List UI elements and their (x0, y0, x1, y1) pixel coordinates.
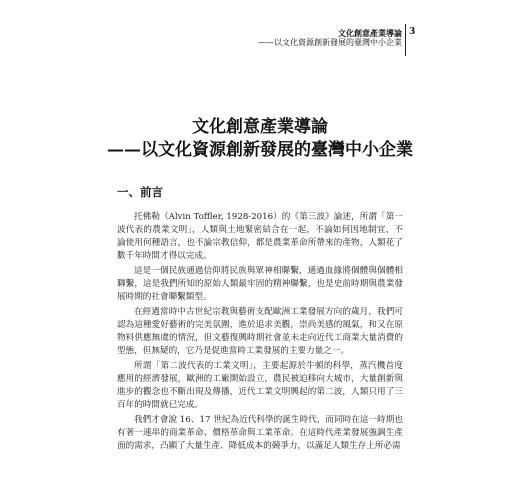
paragraph: 托佛勒（Alvin Toffler, 1928-2016）的《第三波》論述，所謂「第一波代表的農業文明」，人類與土地緊密結合在一起，不論如何因地制宜，不論使用何種語言，也不論宗教信仰，都是農業革命所帶來的產物，人類花了數千年時間才得以完成。 (117, 212, 403, 261)
paragraph: 我們才會說 16、17 世紀為近代科學的誕生時代，而同時在這一時期也有著一連串的商業革命、價格革命與工業革命。在這時代產業發展強調生產面的需求，凸顯了大量生產、降低成本的競爭力，以滿足人類生存上所必需 (117, 415, 403, 451)
paragraph: 這是一個民族通過信仰將民族與眾神相聯繫，通過血緣將個體與個體相聯繫，這是我們所知的原始人類最牢固的精神聯繫，也是史前時期與農業發展時期的社會聯繫類型。 (117, 266, 403, 302)
page-number: 3 (409, 27, 416, 37)
paragraph: 所謂「第二波代表的工業文明」，主要起源於牛頓的科學，蒸汽機首度應用的經濟發展，歐洲的工廠開始設立，農民被迫移向大城市，大量創新與進步的觀念也不斷出現及傳播，近代工業文明興起的第二波，人類只用了三百年的時間就已完成。 (117, 361, 403, 410)
header-divider (405, 24, 406, 56)
section-heading: 一、前言 (117, 185, 163, 199)
paragraph: 在經過當時中古世紀宗教與藝術支配歐洲工業發展方向的歲月，我們可認為這種愛好藝術的完美氛圍，進於追求美觀，崇尚美感的風氣，和又在原物料供應無虞的情況，但文藝復興時期社會並未走向近代工商業大量消費的型態，但無疑的，它乃是促進當時工業發展的主要力量之一。 (117, 307, 403, 356)
running-header-subtitle: ——以文化資源創新發展的臺灣中小企業 (258, 38, 402, 47)
running-header (258, 28, 402, 48)
body-text (117, 211, 403, 455)
running-header-title: 文化創意產業導論 (338, 28, 402, 38)
chapter-subtitle: ——以文化資源創新發展的臺灣中小企業 (107, 140, 413, 160)
chapter-title: 文化創意產業導論 (192, 117, 328, 137)
